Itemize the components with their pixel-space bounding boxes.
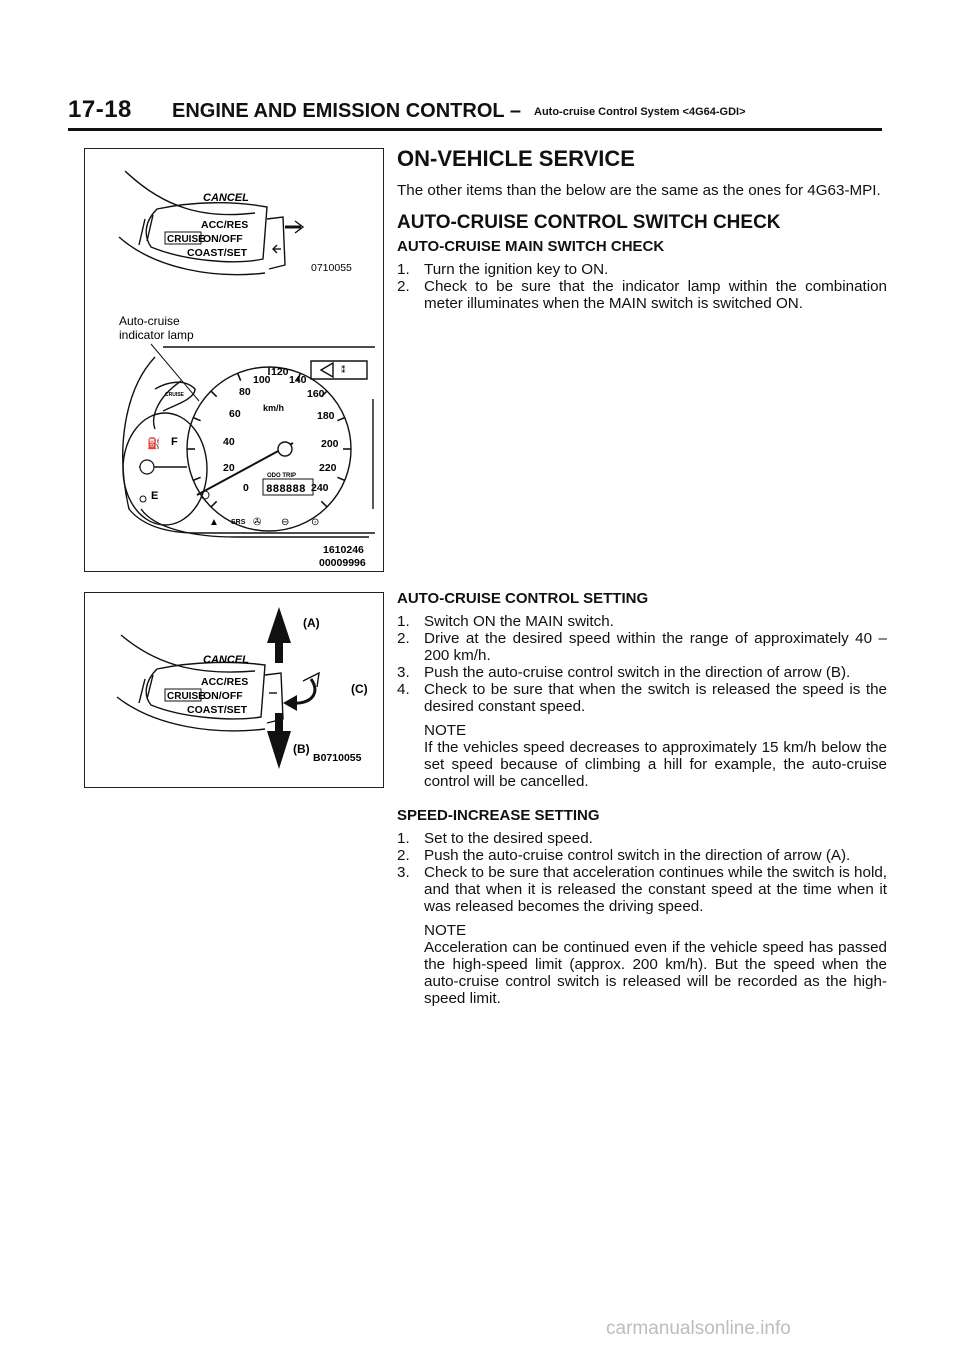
switch-cruise-label: CRUISE [167, 234, 205, 245]
setting-title: AUTO-CRUISE CONTROL SETTING [397, 590, 649, 607]
page-number: 17-18 [68, 96, 132, 123]
odometer-label: ODO TRIP [267, 473, 297, 479]
note-text: If the vehicles speed decreases to approximately 15 km/h below the set speed because of climbing a hill for example, the auto-cruise control will be cancelled. [424, 739, 887, 790]
switch-acc-res-label: ACC/RES [201, 219, 249, 231]
arrow-c-head-icon [283, 695, 297, 711]
speed-number: 20 [223, 462, 235, 474]
speed-tick [238, 373, 241, 380]
speed-tick [193, 477, 200, 480]
service-intro-section [397, 146, 887, 312]
label-a: (A) [303, 616, 320, 630]
speed-number: 160 [307, 388, 325, 400]
switch-cancel-label-2: CANCEL [203, 654, 249, 666]
increase-title: SPEED-INCREASE SETTING [397, 807, 600, 824]
switch-coast-set-label: COAST/SET [187, 247, 248, 259]
setting-note [424, 722, 887, 790]
speed-number: 220 [319, 462, 337, 474]
arrow-a-icon [267, 607, 291, 663]
fuel-pump-icon: ⛽ [147, 438, 161, 450]
speed-tick [337, 418, 344, 421]
increase-steps [397, 830, 887, 915]
speed-number: 120 [271, 366, 289, 378]
speed-tick [211, 391, 217, 397]
switch-on-off-label: ON/OFF [203, 233, 243, 245]
header-rule [68, 128, 882, 131]
figure-switch-and-meter [84, 148, 384, 572]
figure-switch-operation [84, 592, 384, 788]
switch-cruise-label-2: CRUISE [167, 691, 205, 702]
service-title: ON-VEHICLE SERVICE [397, 146, 635, 171]
watermark: carmanualsonline.info [606, 1318, 791, 1339]
switch-cancel-label: CANCEL [203, 192, 249, 204]
figure1-code-bottom-1: 1610246 [323, 544, 364, 556]
warning-lamp-icon: ▲ [209, 517, 219, 528]
callout-line-1: Auto-cruise [119, 314, 180, 328]
section-title: ENGINE AND EMISSION CONTROL – [172, 100, 521, 122]
warning-lamp-icon: ⊖ [281, 517, 290, 528]
label-c: (C) [351, 682, 368, 696]
setting-section [397, 590, 887, 1007]
speed-number: 240 [311, 482, 329, 494]
switch-on-off-label-2: ON/OFF [203, 690, 243, 702]
list-item: 2. Push the auto-cruise control switch in the direction of arrow (A). [397, 847, 851, 864]
list-item: 4. Check to be sure that when the switch is released the speed is the desired constant speed. [397, 681, 887, 715]
switch-coast-set-label-2: COAST/SET [187, 704, 248, 716]
speed-number: 180 [317, 410, 335, 422]
fuel-empty-label: E [151, 490, 159, 502]
speed-number: 140 [289, 374, 307, 386]
section-subtitle: Auto-cruise Control System <4G64-GDI> [534, 106, 746, 118]
meter-knob-left [140, 496, 146, 502]
switch-acc-res-label-2: ACC/RES [201, 676, 249, 688]
label-b: (B) [293, 742, 310, 756]
figure2-code: B0710055 [313, 752, 362, 764]
speed-number: 40 [223, 436, 235, 448]
speed-tick [211, 501, 217, 507]
note-label: NOTE [424, 922, 467, 939]
figure2-drawing [85, 593, 383, 787]
speed-tick [321, 501, 327, 507]
list-item: 3. Check to be sure that acceleration continues while the switch is hold, and that when it is released the constant speed at the time when it was released becomes the driving speed. [397, 864, 887, 915]
speed-number: 200 [321, 438, 339, 450]
list-item: 2. Drive at the desired speed within the range of approximately 40 – 200 km/h. [397, 630, 887, 664]
speed-tick [193, 418, 200, 421]
cruise-switch-illustration-2 [117, 635, 283, 731]
speed-number: 80 [239, 386, 251, 398]
figure1-code-bottom-2: 00009996 [319, 557, 366, 569]
fuel-needle-hub [140, 460, 154, 474]
list-item: 2. Check to be sure that the indicator lamp within the combination meter illuminates when the MAIN switch is switched ON. [397, 278, 887, 312]
speed-number: 0 [243, 482, 249, 494]
figure1-code-top: 0710055 [311, 262, 352, 274]
increase-note [424, 922, 887, 1007]
note-label: NOTE [424, 722, 467, 739]
list-item: 1. Turn the ignition key to ON. [397, 261, 609, 278]
figure1-drawing [85, 149, 383, 571]
speed-unit: km/h [263, 403, 285, 413]
speed-number: 100 [253, 374, 271, 386]
speed-tick [337, 477, 344, 480]
setting-steps [397, 613, 887, 715]
warning-lamp-srs: SRS [231, 519, 246, 526]
arrow-indicator-icon: ⁑ [341, 365, 346, 375]
callout-line-2: indicator lamp [119, 328, 194, 342]
needle-hub [278, 442, 292, 456]
main-switch-steps [397, 261, 887, 312]
main-switch-title: AUTO-CRUISE MAIN SWITCH CHECK [397, 238, 665, 255]
warning-lamp-icon: ⊙ [311, 517, 320, 528]
warning-lamp-icon: ✇ [253, 517, 262, 528]
note-text: Acceleration can be continued even if the vehicle speed has passed the high-speed limit (approx. 200 km/h). But the speed when the auto-cruise control switch is released will be recorded as the high-speed limit. [424, 939, 887, 1007]
switch-check-title: AUTO-CRUISE CONTROL SWITCH CHECK [397, 212, 781, 233]
list-item: 1. Set to the desired speed. [397, 830, 593, 847]
fuel-full-label: F [171, 436, 178, 448]
service-intro: The other items than the below are the same as the ones for 4G63-MPI. [397, 182, 881, 199]
list-item: 3. Push the auto-cruise control switch in the direction of arrow (B). [397, 664, 851, 681]
list-item: 1. Switch ON the MAIN switch. [397, 613, 614, 630]
cruise-indicator-lamp: CRUISE [165, 392, 184, 398]
odometer-digits: 888888 [266, 484, 306, 496]
speed-number: 60 [229, 408, 241, 420]
